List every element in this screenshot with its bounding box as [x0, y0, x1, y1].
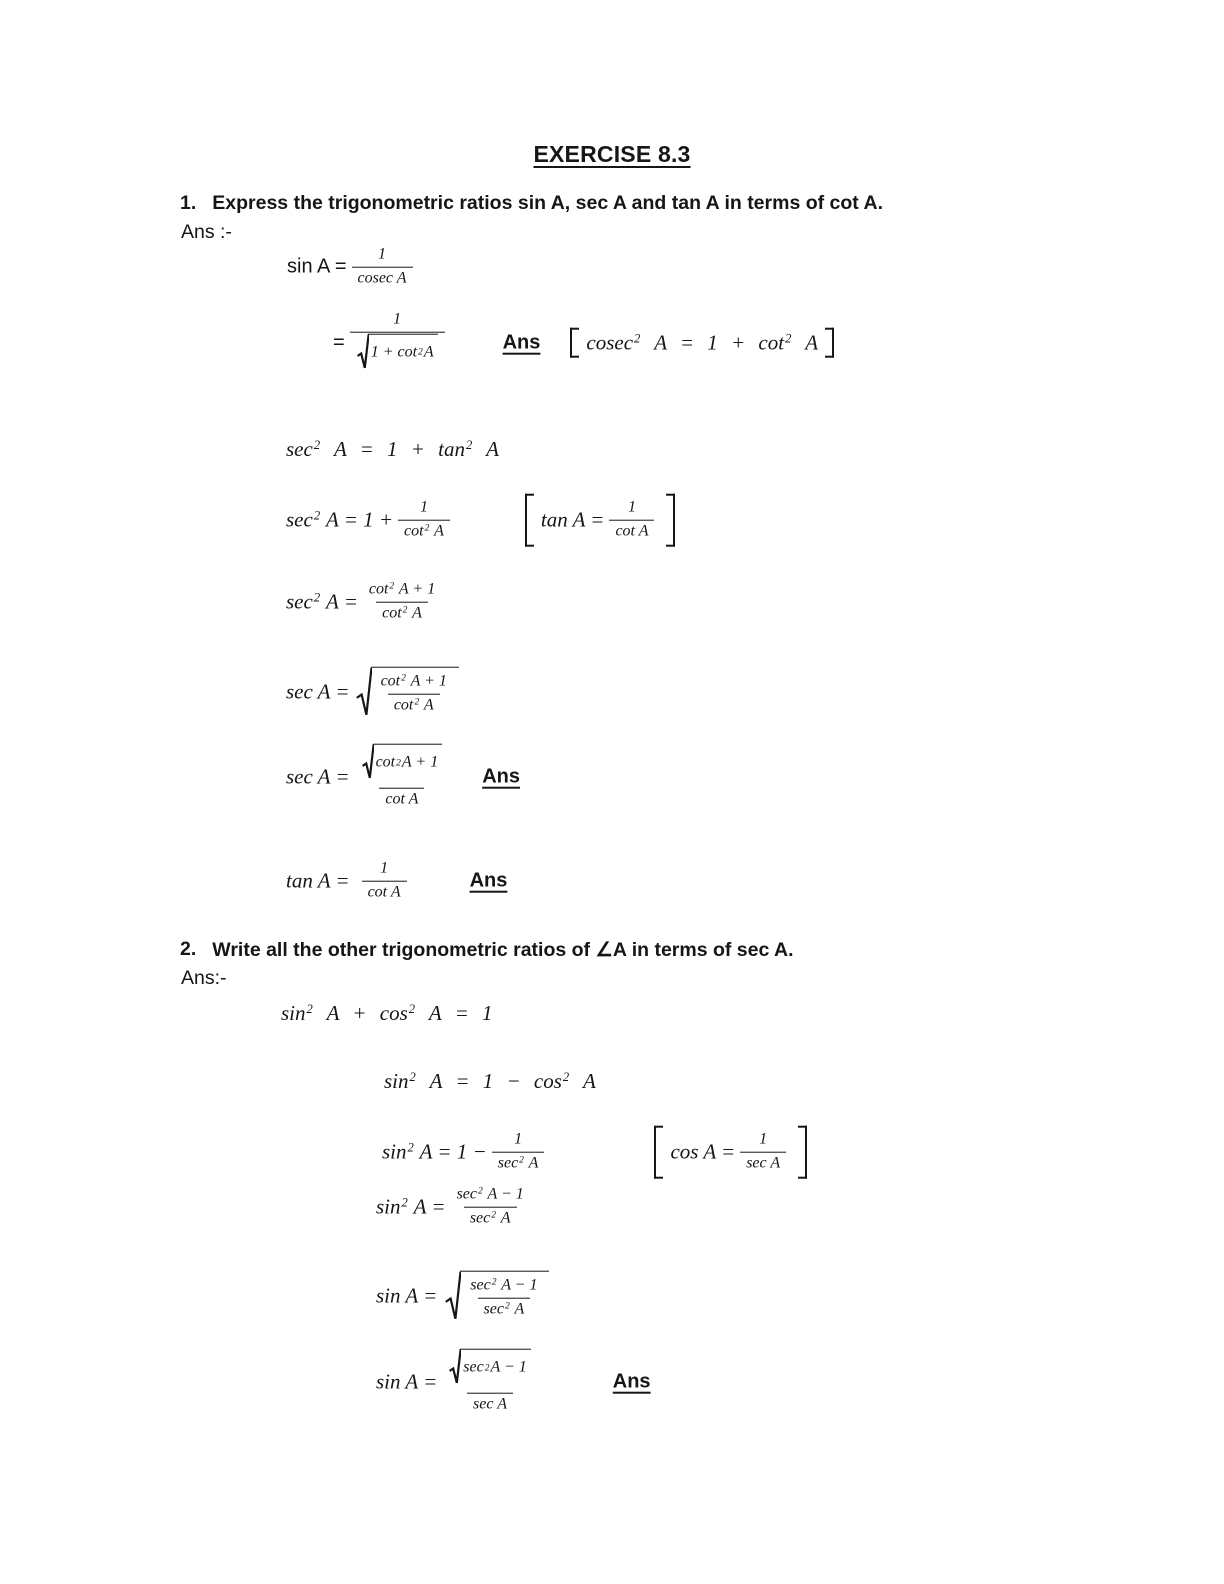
- fraction-numerator: 1: [759, 1130, 768, 1148]
- equation-text: $\sin^2 A = 1 - \cos^2 A$: [384, 1068, 596, 1093]
- equation-text: $\sin^2 A + \cos^2 A = 1$: [281, 1000, 493, 1025]
- equation-lhs: $\sin^2 A$ =: [376, 1194, 446, 1219]
- equation-sec-sqrt: [286, 667, 460, 718]
- ans-label: Ans: [469, 869, 508, 892]
- question-1-number: 1.: [180, 192, 197, 214]
- radical: [449, 1349, 531, 1385]
- question-2: [180, 938, 794, 962]
- radical: [357, 334, 438, 370]
- fraction-denominator: $\sec^2 A$: [478, 1298, 531, 1322]
- answer-marker-2: Ans:-: [181, 967, 227, 989]
- side-note: [525, 494, 676, 547]
- fraction: [398, 497, 450, 544]
- equation-sec-final: [286, 743, 520, 812]
- side-note-lhs: cos A =: [670, 1139, 736, 1164]
- fraction-denominator: $\cot^2 A$: [376, 602, 428, 626]
- radicand: cot 2 A + 1: [373, 744, 443, 780]
- equation-lhs: sec A =: [286, 679, 350, 704]
- equation-tan-final: [286, 858, 507, 905]
- fraction-numerator: $\cot^2 A + 1$: [380, 672, 447, 690]
- equation-lhs: sin A =: [376, 1283, 438, 1308]
- fraction: [352, 244, 413, 291]
- question-2-number: 2.: [180, 938, 197, 960]
- radical: [356, 667, 459, 718]
- fraction-denominator: $\sec^2 A$: [464, 1207, 517, 1231]
- fraction-denominator: cosec A: [352, 267, 413, 291]
- fraction-numerator: 1: [393, 310, 402, 328]
- question-2-text: Write all the other trigonometric ratios of ∠A in terms of sec A.: [212, 939, 794, 961]
- fraction: [363, 579, 441, 626]
- side-note-lhs: tan A =: [540, 507, 605, 532]
- ans-label: Ans: [482, 765, 520, 788]
- equation-pythagorean: [281, 1001, 492, 1025]
- equation-sin-cosec: [287, 244, 418, 291]
- left-bracket: [570, 328, 579, 358]
- fraction-numerator: 1: [378, 245, 386, 263]
- fraction: [451, 1184, 530, 1231]
- side-note: [570, 328, 834, 358]
- fraction: [492, 1129, 545, 1176]
- equation-lhs: =: [333, 331, 345, 354]
- right-bracket: [825, 328, 834, 358]
- fraction-denominator: cot A: [609, 520, 654, 544]
- fraction-denominator: cot A: [362, 881, 407, 905]
- question-1-text: Express the trigonometric ratios sin A, sec A and tan A in terms of cot A.: [212, 192, 883, 214]
- fraction-numerator: [442, 1348, 538, 1393]
- question-1: [180, 192, 883, 215]
- radicand: sec 2 A − 1: [460, 1349, 531, 1385]
- side-note: [654, 1126, 807, 1179]
- equation-sin2-sec: [382, 1126, 807, 1179]
- radical-sign-icon: [445, 1271, 461, 1322]
- right-bracket: [666, 494, 675, 547]
- equation-sin-sqrt: [376, 1271, 550, 1322]
- radicand: [371, 667, 459, 718]
- fraction-numerator: 1: [419, 498, 428, 516]
- fraction: [375, 671, 453, 718]
- equation-sec-combined: [286, 579, 446, 626]
- right-bracket: [798, 1126, 807, 1179]
- equation-lhs: sec A =: [286, 764, 350, 789]
- left-bracket: [654, 1126, 663, 1179]
- equation-lhs: tan A =: [286, 868, 350, 893]
- fraction-denominator: sec A: [740, 1152, 786, 1176]
- equation-sec-cot: [286, 494, 675, 547]
- fraction-numerator: 1: [514, 1130, 523, 1148]
- equation-lhs: sin A =: [376, 1369, 438, 1394]
- radical: [445, 1271, 549, 1322]
- equation-lhs: sin A =: [287, 255, 347, 278]
- fraction-denominator: $\cot^2 A$: [388, 694, 440, 718]
- ans-label: Ans: [612, 1370, 651, 1393]
- side-note-text: cosec$^2$ $A = 1 + \cot^2 A$: [586, 330, 819, 355]
- radicand: 1 + cot 2 A: [368, 334, 438, 370]
- equation-lhs: $\sin^2 A = 1$ −: [382, 1139, 487, 1164]
- fraction: [362, 858, 407, 905]
- equation-text: $\sec^2 A = 1 + \tan^2 A$: [286, 436, 500, 461]
- fraction-numerator: 1: [627, 498, 636, 516]
- fraction: [355, 743, 450, 812]
- equation-sec-identity: [286, 437, 499, 461]
- equation-sin2-cos2: [384, 1069, 596, 1093]
- fraction-denominator: cot A: [379, 788, 424, 812]
- fraction-numerator: $\sec^2 A - 1$: [470, 1276, 538, 1294]
- radical-sign-icon: [356, 667, 372, 718]
- answer-marker-1: Ans :-: [181, 221, 232, 243]
- fraction-numerator: [355, 743, 450, 788]
- fraction-denominator: $\cot^2 A$: [398, 520, 450, 544]
- fraction: [740, 1129, 786, 1176]
- fraction-numerator: $\sec^2 A - 1$: [456, 1185, 524, 1203]
- fraction: [464, 1275, 543, 1322]
- radicand: [460, 1271, 549, 1322]
- ans-label: Ans: [502, 331, 541, 354]
- fraction-numerator: 1: [380, 859, 389, 877]
- equation-sin-result: [333, 309, 834, 378]
- equation-lhs: $\sec^2 A$ =: [286, 589, 358, 614]
- equation-sin-final: [376, 1348, 651, 1417]
- fraction-numerator: $\cot^2 A + 1$: [368, 580, 436, 598]
- fraction-denominator: $\sec^2 A$: [492, 1152, 545, 1176]
- equation-lhs: $\sec^2 A = 1$ +: [286, 507, 394, 532]
- equation-sin2-frac: [376, 1184, 535, 1231]
- fraction: [442, 1348, 538, 1417]
- fraction: [609, 497, 654, 544]
- left-bracket: [525, 494, 534, 547]
- page-title: EXERCISE 8.3: [533, 141, 691, 167]
- radical: [362, 744, 443, 780]
- fraction-denominator: [350, 332, 445, 378]
- fraction: [350, 309, 445, 378]
- fraction-denominator: sec A: [467, 1393, 513, 1417]
